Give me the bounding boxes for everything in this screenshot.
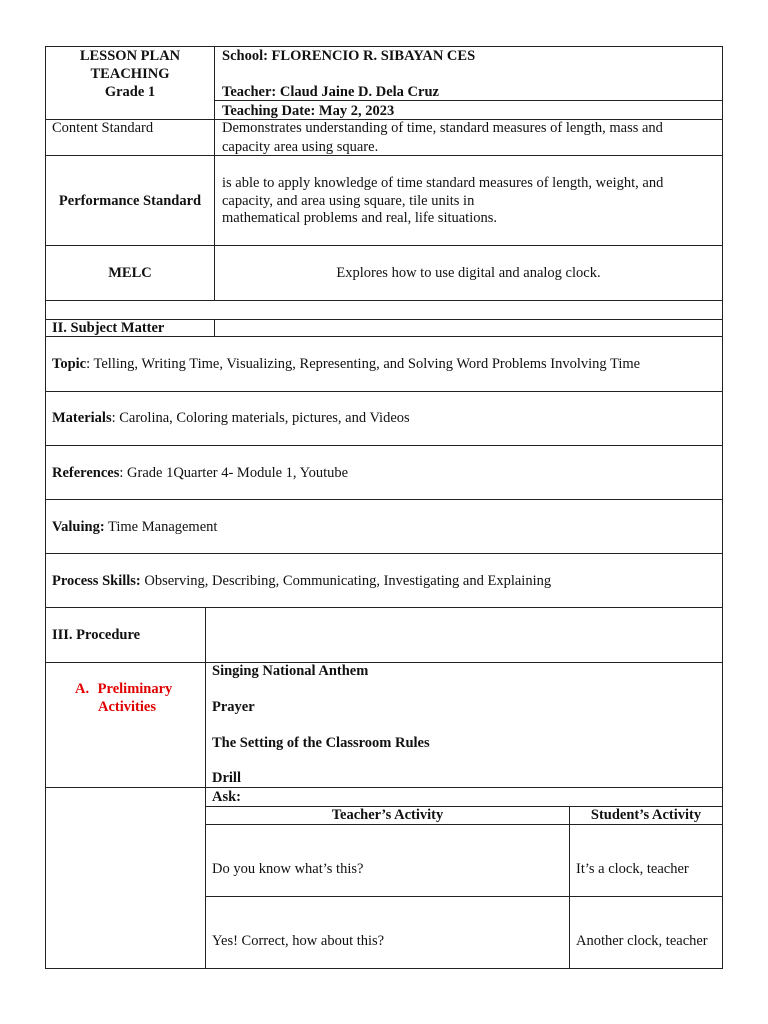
row-line	[45, 499, 723, 500]
performance-standard-text: capacity, and area using square, tile units in	[222, 193, 475, 209]
row-line	[205, 896, 723, 897]
references-text: : Grade 1Quarter 4- Module 1, Youtube	[119, 465, 349, 481]
performance-standard-label: Performance Standard	[58, 193, 202, 209]
column-line	[205, 607, 206, 969]
activity-item: Prayer	[212, 699, 255, 715]
row-line	[45, 445, 723, 446]
content-standard-text: capacity area using square.	[222, 139, 379, 155]
teacher-activity-header: Teacher’s Activity	[331, 807, 444, 823]
valuing-text: Time Management	[104, 519, 218, 535]
content-standard-text: Demonstrates understanding of time, standard measures of length, mass and	[222, 120, 663, 136]
row-line	[45, 553, 723, 554]
row-line	[205, 824, 723, 825]
row-line	[45, 245, 723, 246]
valuing-row	[52, 518, 217, 536]
student-activity-cell: Another clock, teacher	[576, 933, 708, 949]
row-line	[45, 787, 723, 788]
preliminary-heading: Activities	[98, 699, 156, 715]
row-line	[45, 607, 723, 608]
process-skills-label: Process Skills:	[52, 573, 141, 589]
activity-item: Drill	[212, 770, 241, 786]
subject-matter-heading: II. Subject Matter	[52, 320, 165, 336]
preliminary-marker: A.	[75, 681, 90, 697]
topic-row	[52, 355, 640, 373]
procedure-heading: III. Procedure	[52, 627, 141, 643]
column-line	[214, 46, 215, 300]
materials-row	[52, 409, 410, 427]
teacher-activity-cell: Do you know what’s this?	[212, 861, 364, 877]
process-skills-row	[52, 572, 551, 590]
row-line	[45, 155, 723, 156]
column-line	[214, 319, 215, 336]
teacher-name: Teacher: Claud Jaine D. Dela Cruz	[222, 84, 439, 100]
activity-item: The Setting of the Classroom Rules	[212, 735, 430, 751]
ask-label: Ask:	[212, 789, 242, 805]
row-line	[45, 300, 723, 301]
topic-label: Topic	[52, 356, 87, 372]
melc-label: MELC	[108, 265, 152, 281]
performance-standard-text: mathematical problems and real, life situations.	[222, 210, 498, 226]
activity-item: Singing National Anthem	[212, 663, 369, 679]
doc-title-line1: LESSON PLAN	[79, 48, 181, 64]
school-name: School: FLORENCIO R. SIBAYAN CES	[222, 48, 476, 64]
doc-title-line2: TEACHING	[90, 66, 170, 82]
content-standard-label: Content Standard	[52, 120, 154, 136]
row-line	[45, 662, 723, 663]
materials-text: : Carolina, Coloring materials, pictures, and Videos	[111, 410, 410, 426]
references-row	[52, 464, 348, 482]
process-skills-text: Observing, Describing, Communicating, Investigating and Explaining	[140, 573, 552, 589]
valuing-label: Valuing:	[52, 519, 105, 535]
doc-title-line3: Grade 1	[104, 84, 156, 100]
teaching-date: Teaching Date: May 2, 2023	[222, 103, 395, 119]
teacher-activity-cell: Yes! Correct, how about this?	[212, 933, 385, 949]
performance-standard-text: is able to apply knowledge of time standard measures of length, weight, and	[222, 175, 664, 191]
materials-label: Materials	[52, 410, 112, 426]
preliminary-heading: Preliminary	[97, 681, 173, 697]
row-line	[45, 391, 723, 392]
column-line	[569, 806, 570, 969]
student-activity-cell: It’s a clock, teacher	[576, 861, 689, 877]
references-label: References	[52, 465, 120, 481]
melc-text: Explores how to use digital and analog clock.	[336, 265, 601, 281]
topic-text: : Telling, Writing Time, Visualizing, Representing, and Solving Word Problems Involving Time	[86, 356, 641, 372]
student-activity-header: Student’s Activity	[590, 807, 702, 823]
